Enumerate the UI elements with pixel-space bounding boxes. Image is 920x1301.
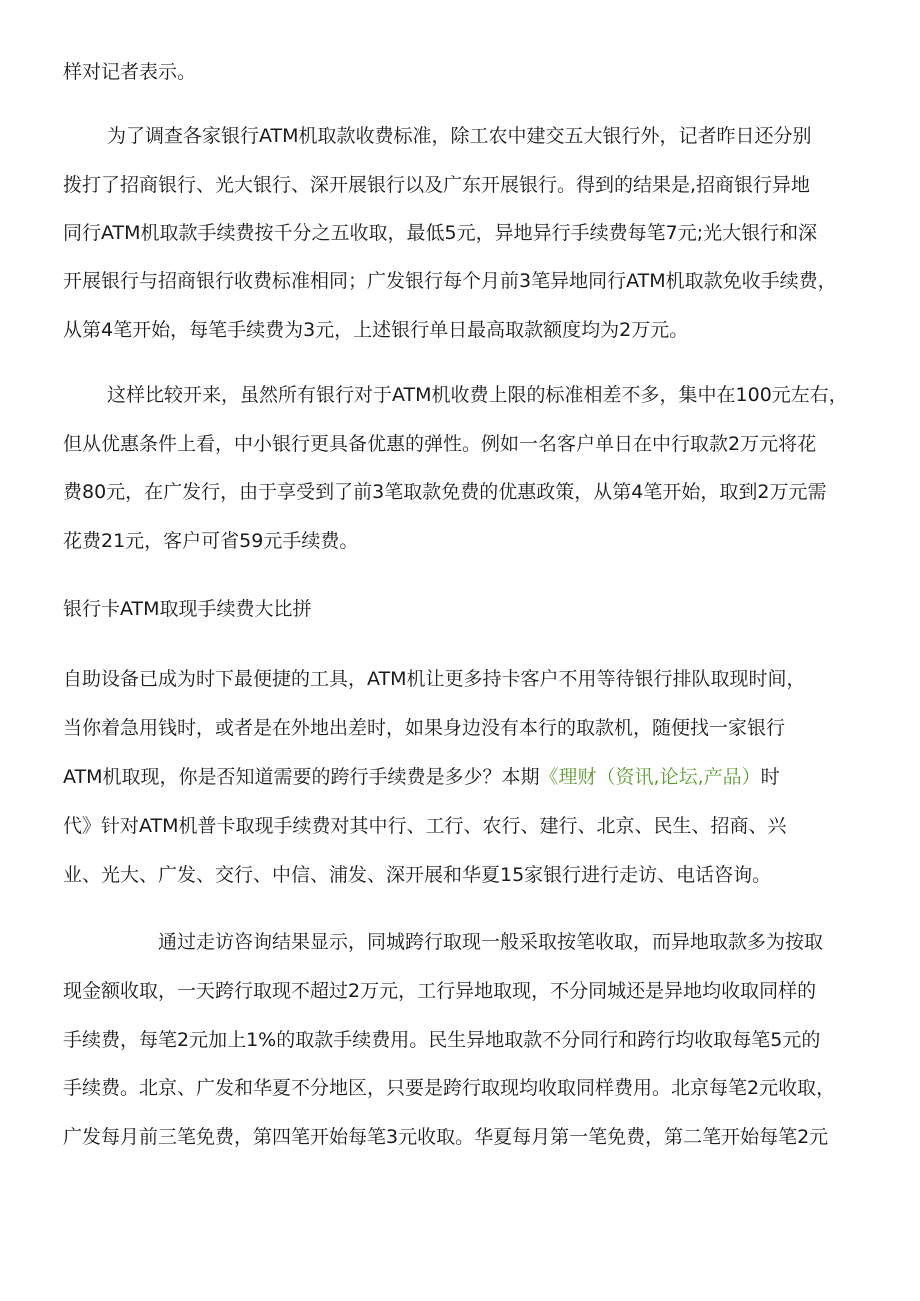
paragraph-line: 从第4笔开始，每笔手续费为3元，上述银行单日最高取款额度均为2万元。 xyxy=(63,319,689,341)
paragraph-line: 为了调查各家银行ATM机取款收费标准，除工农中建交五大银行外，记者昨日还分别 xyxy=(107,125,812,147)
section-heading: 银行卡ATM取现手续费大比拼 xyxy=(63,598,312,620)
paragraph-line: 广发每月前三笔免费，第四笔开始每笔3元收取。华夏每月第一笔免费，第二笔开始每笔2元 xyxy=(63,1126,829,1148)
paragraph-line: 手续费。北京、广发和华夏不分地区，只要是跨行取现均收取同样费用。北京每笔2元收取， xyxy=(63,1077,836,1099)
paragraph-line: 同行ATM机取款手续费按千分之五收取，最低5元，异地异行手续费每笔7元;光大银行和深 xyxy=(63,222,818,244)
paragraph-text: 时 xyxy=(760,766,780,788)
paragraph-line: 开展银行与招商银行收费标准相同；广发银行每个月前3笔异地同行ATM机取款免收手续费， xyxy=(63,270,837,292)
paragraph-line: 花费21元，客户可省59元手续费。 xyxy=(63,530,359,552)
paragraph-line xyxy=(63,765,780,789)
paragraph-line: 费80元，在广发行，由于享受到了前3笔取款免费的优惠政策，从第4笔开始，取到2万元需 xyxy=(63,481,827,503)
paragraph-text: ATM机取现，你是否知道需要的跨行手续费是多少？本期 xyxy=(63,766,540,788)
paragraph-line: 业、光大、广发、交行、中信、浦发、深开展和华夏15家银行进行走访、电话咨询。 xyxy=(63,864,772,886)
article-link[interactable]: 《理财（资讯,论坛,产品） xyxy=(539,766,761,788)
paragraph-line: 拨打了招商银行、光大银行、深开展银行以及广东开展银行。得到的结果是,招商银行异地 xyxy=(63,174,811,196)
paragraph-line: 代》针对ATM机普卡取现手续费对其中行、工行、农行、建行、北京、民生、招商、兴 xyxy=(63,815,787,837)
paragraph-line: 现金额收取，一天跨行取现不超过2万元，工行异地取现，不分同城还是异地均收取同样的 xyxy=(63,980,817,1002)
paragraph-line: 样对记者表示。 xyxy=(63,61,197,83)
paragraph-line: 手续费，每笔2元加上1%的取款手续费用。民生异地取款不分同行和跨行均收取每笔5元的 xyxy=(63,1029,821,1051)
paragraph-line: 这样比较开来，虽然所有银行对于ATM机收费上限的标准相差不多，集中在100元左右， xyxy=(107,384,848,406)
paragraph-line: 但从优惠条件上看，中小银行更具备优惠的弹性。例如一名客户单日在中行取款2万元将花 xyxy=(63,433,817,455)
paragraph-line: 当你着急用钱时，或者是在外地出差时，如果身边没有本行的取款机，随便找一家银行 xyxy=(63,717,786,739)
paragraph-line: 通过走访咨询结果显示，同城跨行取现一般采取按笔收取，而异地取款多为按取 xyxy=(158,931,824,953)
paragraph-line: 自助设备已成为时下最便捷的工具，ATM机让更多持卡客户不用等待银行排队取现时间， xyxy=(63,668,806,690)
